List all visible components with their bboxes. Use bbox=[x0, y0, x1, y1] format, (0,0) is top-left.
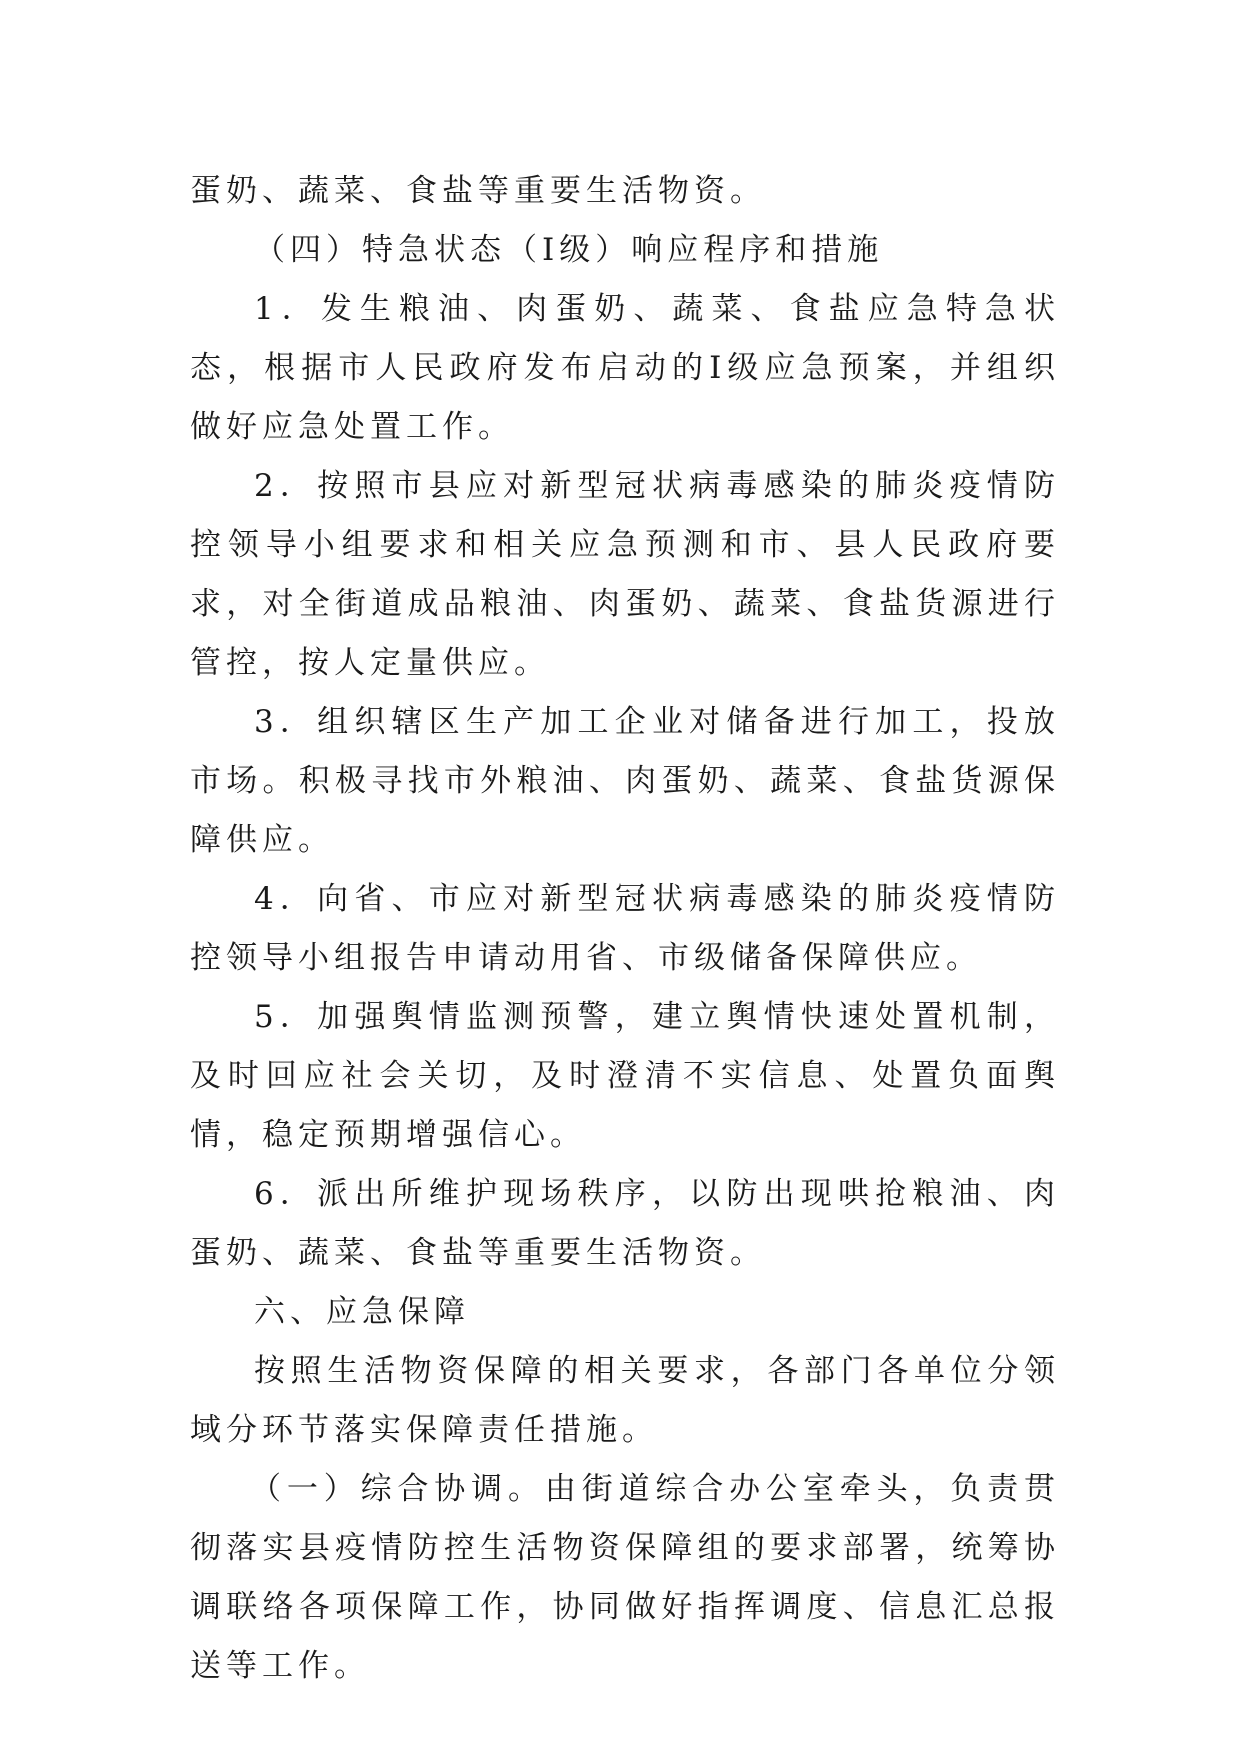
paragraph-item-1: 1．发生粮油、肉蛋奶、蔬菜、食盐应急特急状态，根据市人民政府发布启动的Ⅰ级应急预案，并组织做好应急处置工作。 bbox=[190, 291, 1060, 445]
section-heading-level-one-response: （四）特急状态（Ⅰ级）响应程序和措施 bbox=[254, 232, 884, 268]
section-heading-emergency-support: 六、应急保障 bbox=[254, 1294, 470, 1330]
paragraph-item-5: 5．加强舆情监测预警，建立舆情快速处置机制，及时回应社会关切，及时澄清不实信息、处置负面舆情，稳定预期增强信心。 bbox=[190, 999, 1060, 1153]
paragraph-item-3: 3．组织辖区生产加工企业对储备进行加工，投放市场。积极寻找市外粮油、肉蛋奶、蔬菜、食盐货源保障供应。 bbox=[190, 704, 1060, 858]
paragraph-support-intro: 按照生活物资保障的相关要求，各部门各单位分领域分环节落实保障责任措施。 bbox=[190, 1353, 1060, 1448]
paragraph-item-4: 4．向省、市应对新型冠状病毒感染的肺炎疫情防控领导小组报告申请动用省、市级储备保障供应。 bbox=[190, 881, 1060, 976]
paragraph-item-2: 2．按照市县应对新型冠状病毒感染的肺炎疫情防控领导小组要求和相关应急预测和市、县人民政府要求，对全街道成品粮油、肉蛋奶、蔬菜、食盐货源进行管控，按人定量供应。 bbox=[190, 468, 1060, 681]
paragraph-item-6: 6．派出所维护现场秩序，以防出现哄抢粮油、肉蛋奶、蔬菜、食盐等重要生活物资。 bbox=[190, 1176, 1060, 1271]
document-body bbox=[190, 162, 1060, 1696]
paragraph-comprehensive-coordination: （一）综合协调。由街道综合办公室牵头，负责贯彻落实县疫情防控生活物资保障组的要求部署，统筹协调联络各项保障工作，协同做好指挥调度、信息汇总报送等工作。 bbox=[190, 1471, 1060, 1684]
paragraph-continuation: 蛋奶、蔬菜、食盐等重要生活物资。 bbox=[190, 173, 766, 209]
